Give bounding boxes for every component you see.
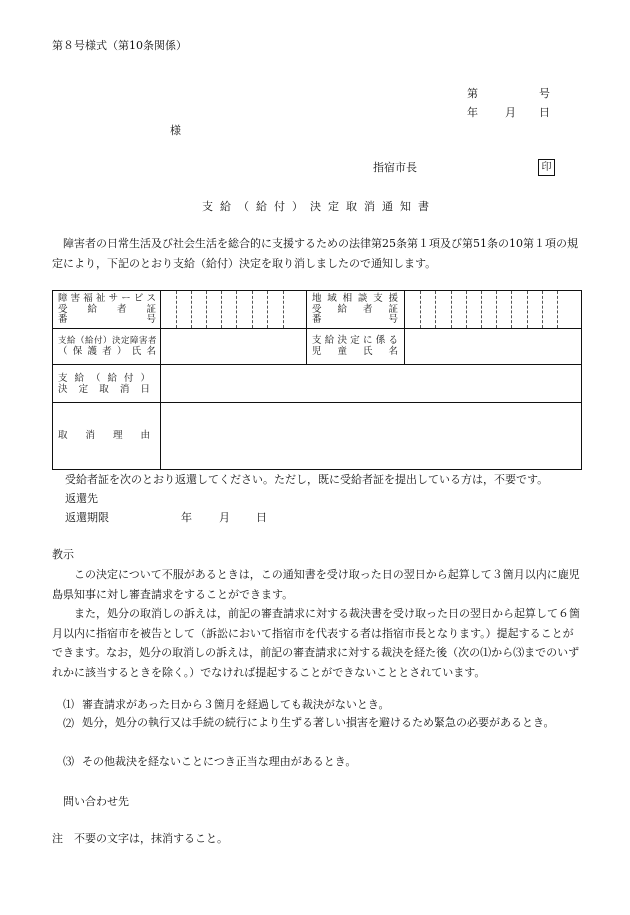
number-suffix: 号 <box>539 87 550 100</box>
footnote: 注 不要の文字は，抹消すること。 <box>52 832 228 845</box>
service-certificate-label: 障害福祉サービス 受給者証 番号 <box>58 293 156 325</box>
number-label: 第 <box>467 87 478 100</box>
date-day: 日 <box>539 106 550 119</box>
cancellation-reason-label: 取消理由 <box>58 430 150 441</box>
intro-paragraph: 障害者の日常生活及び社会生活を総合的に支援するための法律第25条第１項及び第51条の10第１項の規定により，下記のとおり支給（給付）決定を取り消しましたので通知します。 <box>52 237 578 270</box>
item-1-number: ⑴ <box>63 698 74 711</box>
contact-label: 問い合わせ先 <box>63 795 129 808</box>
cancellation-table <box>52 290 582 470</box>
instruction-paragraph-2: また，処分の取消しの訴えは，前記の審査請求に対する裁決書を受け取った日の翌日から起算して６箇月以内に指宿市を被告として（訴訟において指宿市を代表する者は指宿市長となります。）提起することができます。なお，処分の取消しの訴えは，前記の審査請求に対する裁決を経た後（次の⑴から⑶までのいずれかに該当するときを除く。）でなければ提起することができないこととされています。 <box>52 607 580 679</box>
date-month: 月 <box>505 106 516 119</box>
return-deadline-label: 返還期限 <box>65 511 109 524</box>
return-deadline-day: 日 <box>256 511 267 524</box>
form-number: 第８号様式（第10条関係） <box>52 39 187 52</box>
return-deadline-month: 月 <box>219 511 230 524</box>
date-year: 年 <box>467 106 478 119</box>
consultation-certificate-label: 地域相談支援 受給者証 番号 <box>312 293 398 325</box>
item-2-text: 処分，処分の執行又は手続の続行により生ずる著しい損害を避けるため緊急の必要があるとき。 <box>82 716 555 729</box>
return-destination-label: 返還先 <box>65 492 98 505</box>
recipient-name-label: 支給（給付）決定障害者 （保護者）氏名 <box>58 336 156 357</box>
seal-mark: 印 <box>538 159 555 176</box>
instruction-heading: 教示 <box>52 548 74 561</box>
item-1-text: 審査請求があった日から３箇月を経過しても裁決がないとき。 <box>82 698 390 711</box>
item-3-number: ⑶ <box>63 755 74 768</box>
instruction-paragraph-1: この決定について不服があるときは，この通知書を受け取った日の翌日から起算して３箇月以内に鹿児島県知事に対し審査請求をすることができます。 <box>52 568 580 601</box>
addressee-suffix: 様 <box>170 124 181 137</box>
return-deadline-year: 年 <box>181 511 192 524</box>
child-name-label: 支給決定に係る 児童氏名 <box>312 335 398 357</box>
issuer-name: 指宿市長 <box>373 161 417 174</box>
document-title: 支給（給付）決定取消通知書 <box>202 200 436 213</box>
return-instruction: 受給者証を次のとおり返還してください。ただし，既に受給者証を提出している方は，不要です。 <box>65 473 549 486</box>
cancellation-date-label: 支給（給付） 決定取消日 <box>58 373 150 395</box>
item-2-number: ⑵ <box>63 717 74 730</box>
item-3-text: その他裁決を経ないことにつき正当な理由があるとき。 <box>82 755 357 768</box>
